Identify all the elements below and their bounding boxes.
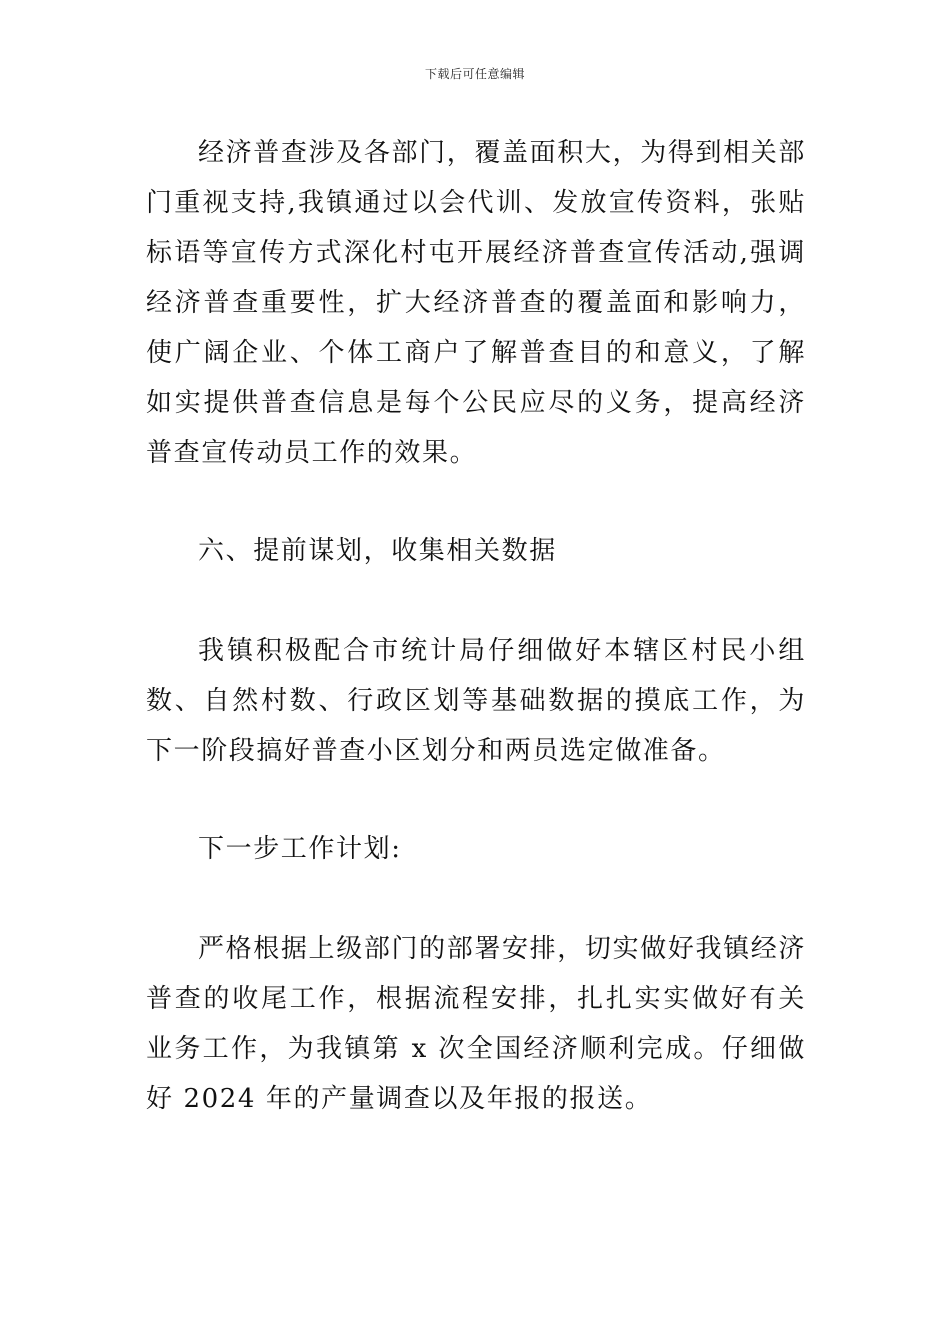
- document-body: [146, 128, 806, 1124]
- section-heading-six: 六、提前谋划，收集相关数据: [198, 536, 557, 566]
- paragraph-publicity: 经济普查涉及各部门，覆盖面积大，为得到相关部门重视支持,我镇通过以会代训、发放宣传资料，张贴标语等宣传方式深化村屯开展经济普查宣传活动,强调经济普查重要性，扩大经济普查的覆盖面和影响力，使广阔企业、个体工商户了解普查目的和意义，了解如实提供普查信息是每个公民应尽的义务，提高经济普查宣传动员工作的效果。: [146, 138, 806, 468]
- header-note: 下载后可任意编辑: [424, 67, 525, 81]
- next-steps-heading: 下一步工作计划:: [198, 834, 402, 864]
- paragraph-next-steps: 严格根据上级部门的部署安排，切实做好我镇经济普查的收尾工作，根据流程安排，扎扎实实做好有关业务工作，为我镇第 x 次全国经济顺利完成。仔细做好 2024 年的产量调查以及年报的报送。: [146, 934, 806, 1114]
- paragraph-data-collection: 我镇积极配合市统计局仔细做好本辖区村民小组数、自然村数、行政区划等基础数据的摸底工作，为下一阶段搞好普查小区划分和两员选定做准备。: [146, 636, 806, 766]
